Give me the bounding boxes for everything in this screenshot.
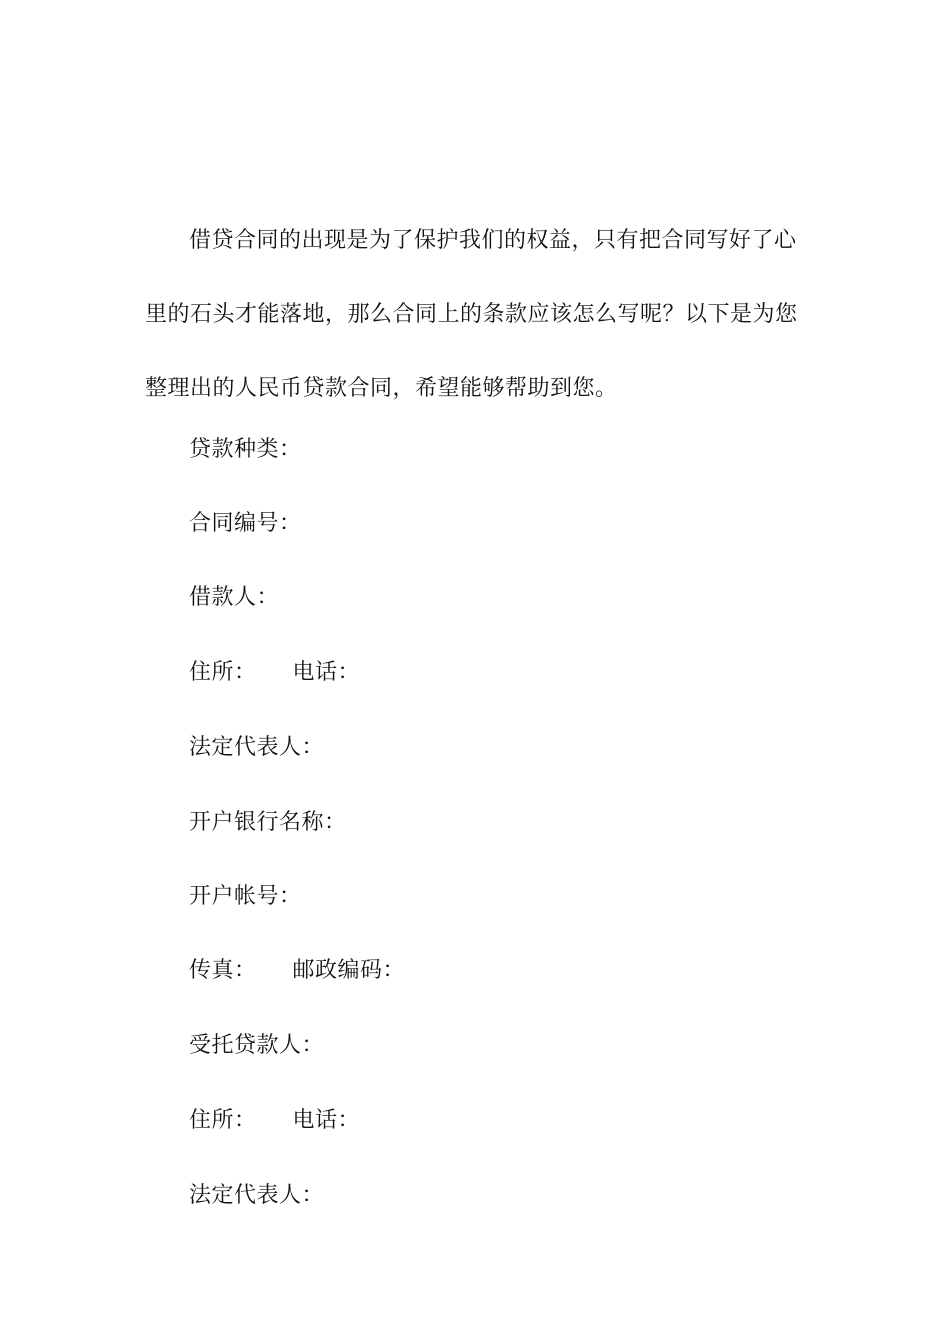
field-borrower-phone: 电话： [292, 660, 361, 685]
field-borrower-legal-rep: 法定代表人： [189, 735, 325, 760]
field-borrower-address: 住所： [189, 660, 257, 685]
field-lender-address-phone [189, 1101, 360, 1141]
field-fax-postal [189, 951, 405, 991]
field-lender-legal-rep: 法定代表人： [189, 1183, 325, 1208]
field-postal-code: 邮政编码： [292, 958, 406, 983]
field-lender-address: 住所： [189, 1108, 257, 1133]
field-entrusted-lender: 受托贷款人： [189, 1033, 325, 1058]
field-borrower: 借款人： [189, 585, 280, 610]
field-contract-no: 合同编号： [189, 511, 302, 536]
field-loan-type: 贷款种类： [189, 437, 302, 462]
intro-paragraph: 借贷合同的出现是为了保护我们的权益，只有把合同写好了心里的石头才能落地，那么合同上的条款应该怎么写呢？以下是为您整理出的人民币贷款合同，希望能够帮助到您。 [145, 228, 798, 401]
field-fax: 传真： [189, 958, 257, 983]
field-account-no: 开户帐号： [189, 884, 302, 909]
field-borrower-address-phone [189, 653, 360, 693]
field-bank-name: 开户银行名称： [189, 810, 347, 835]
field-lender-phone: 电话： [292, 1108, 361, 1133]
